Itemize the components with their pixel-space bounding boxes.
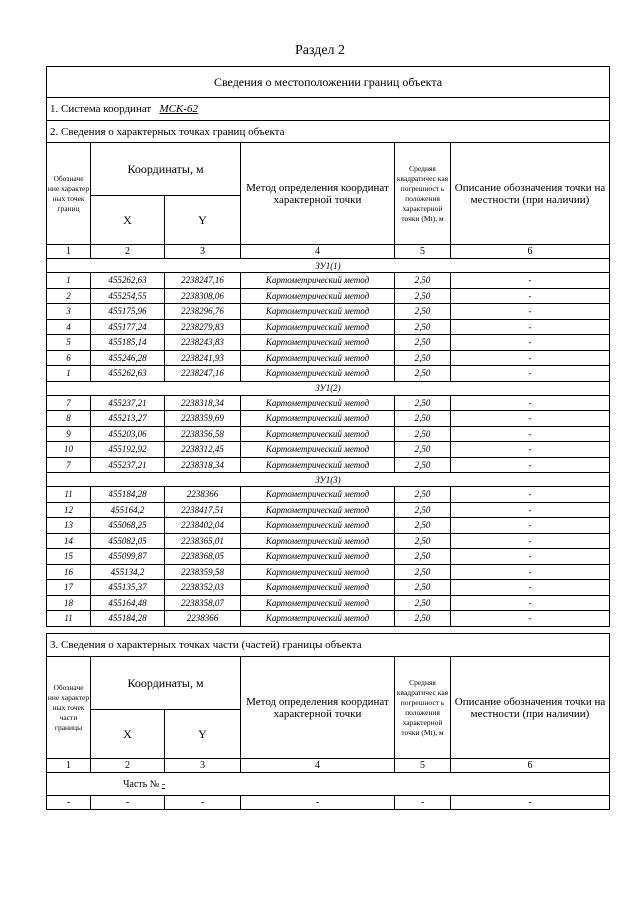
cell-method: Картометрический метод: [241, 502, 395, 518]
cell-description: -: [451, 395, 610, 411]
cell-y: 2238356,58: [165, 426, 241, 442]
cell-description: -: [451, 366, 610, 382]
cell-x: 455237,21: [91, 395, 165, 411]
cell-accuracy: 2,50: [395, 595, 451, 611]
cell-accuracy: 2,50: [395, 304, 451, 320]
cell-method: Картометрический метод: [241, 442, 395, 458]
group-name: ЗУ1(1): [47, 259, 610, 273]
cell-accuracy: 2,50: [395, 273, 451, 289]
cell-y: 2238318,34: [165, 395, 241, 411]
group-header-row: [47, 381, 610, 395]
cell-y: 2238402,04: [165, 518, 241, 534]
col-number: 6: [451, 245, 610, 259]
cell-point: 3: [47, 304, 91, 320]
cell-description: -: [451, 502, 610, 518]
cell-y: 2238352,03: [165, 580, 241, 596]
cell-description: -: [451, 273, 610, 289]
col-number: 3: [165, 759, 241, 773]
table-row: [47, 442, 610, 458]
cell-x: 455192,92: [91, 442, 165, 458]
cell-x: 455184,28: [91, 487, 165, 503]
cell-y: 2238247,16: [165, 366, 241, 382]
cell-method: Картометрический метод: [241, 595, 395, 611]
coord-system-value: МСК-62: [159, 103, 198, 115]
method-header: Метод определения координат характерной точки: [241, 143, 395, 245]
column-number-row: [47, 245, 610, 259]
table-title: Сведения о местоположении границ объекта: [47, 67, 610, 98]
cell-description: -: [451, 288, 610, 304]
table-row: [47, 549, 610, 565]
cell-description: -: [451, 564, 610, 580]
cell-method: Картометрический метод: [241, 533, 395, 549]
cell-x: 455175,96: [91, 304, 165, 320]
group-header-row: [47, 259, 610, 273]
part-number-row: [47, 773, 610, 796]
table-row: [47, 611, 610, 627]
cell-method: Картометрический метод: [241, 335, 395, 351]
cell-y: -: [165, 796, 241, 810]
cell-point: -: [47, 796, 91, 810]
cell-description: -: [451, 426, 610, 442]
x-header: X: [91, 710, 165, 759]
cell-method: Картометрический метод: [241, 580, 395, 596]
cell-x: 455237,21: [91, 457, 165, 473]
coord-system-row: [47, 98, 610, 121]
cell-x: 455164,2: [91, 502, 165, 518]
cell-y: 2238359,58: [165, 564, 241, 580]
cell-method: Картометрический метод: [241, 487, 395, 503]
cell-x: 455254,55: [91, 288, 165, 304]
cell-point: 7: [47, 457, 91, 473]
table-row: [47, 395, 610, 411]
cell-point: 7: [47, 395, 91, 411]
accuracy-header: Средняя квадратичес кая погрешност ь положения характерной точки (Mt), м: [395, 657, 451, 759]
cell-x: 455184,28: [91, 611, 165, 627]
table-row: [47, 411, 610, 427]
table-row: [47, 564, 610, 580]
cell-y: 2238279,83: [165, 319, 241, 335]
cell-method: Картометрический метод: [241, 350, 395, 366]
cell-description: -: [451, 442, 610, 458]
table-row: [47, 350, 610, 366]
cell-y: 2238318,34: [165, 457, 241, 473]
cell-point: 8: [47, 411, 91, 427]
cell-method: Картометрический метод: [241, 411, 395, 427]
table-row: [47, 533, 610, 549]
table-row: [47, 457, 610, 473]
group-name: ЗУ1(3): [47, 473, 610, 487]
cell-y: 2238243,83: [165, 335, 241, 351]
col-number: 1: [47, 759, 91, 773]
table-row: [47, 518, 610, 534]
cell-y: 2238359,69: [165, 411, 241, 427]
cell-y: 2238358,07: [165, 595, 241, 611]
cell-description: -: [451, 533, 610, 549]
description-header: Описание обозначения точки на местности (при наличии): [451, 657, 610, 759]
accuracy-header: Средняя квадратичес кая погрешност ь положения характерной точки (Mt), м: [395, 143, 451, 245]
cell-x: 455164,48: [91, 595, 165, 611]
section2-label: 2. Сведения о характерных точках границ объекта: [47, 121, 610, 143]
cell-x: -: [91, 796, 165, 810]
cell-accuracy: 2,50: [395, 564, 451, 580]
table-row: [47, 273, 610, 289]
cell-x: 455134,2: [91, 564, 165, 580]
cell-method: Картометрический метод: [241, 518, 395, 534]
cell-method: Картометрический метод: [241, 549, 395, 565]
table-row: [47, 335, 610, 351]
table-row: [47, 319, 610, 335]
cell-accuracy: 2,50: [395, 350, 451, 366]
cell-method: Картометрический метод: [241, 288, 395, 304]
col-number: 5: [395, 245, 451, 259]
part-label: Часть №: [123, 778, 160, 790]
table-row: [47, 502, 610, 518]
coordinates-header: Координаты, м: [91, 143, 241, 196]
cell-y: 2238312,45: [165, 442, 241, 458]
cell-point: 1: [47, 273, 91, 289]
cell-x: 455185,14: [91, 335, 165, 351]
y-header: Y: [165, 710, 241, 759]
cell-description: -: [451, 518, 610, 534]
cell-description: -: [451, 595, 610, 611]
cell-method: Картометрический метод: [241, 457, 395, 473]
cell-method: Картометрический метод: [241, 273, 395, 289]
cell-description: -: [451, 457, 610, 473]
cell-point: 18: [47, 595, 91, 611]
cell-y: 2238365,01: [165, 533, 241, 549]
cell-x: 455082,05: [91, 533, 165, 549]
table-row: [47, 288, 610, 304]
cell-point: 15: [47, 549, 91, 565]
col-number: 6: [451, 759, 610, 773]
y-header: Y: [165, 196, 241, 245]
col-number: 2: [91, 759, 165, 773]
cell-point: 1: [47, 366, 91, 382]
col-number: 4: [241, 245, 395, 259]
cell-x: 455135,37: [91, 580, 165, 596]
cell-x: 455262,63: [91, 273, 165, 289]
group-header-row: [47, 473, 610, 487]
table-row: [47, 426, 610, 442]
cell-point: 6: [47, 350, 91, 366]
col-number: 4: [241, 759, 395, 773]
cell-accuracy: 2,50: [395, 611, 451, 627]
cell-y: 2238241,93: [165, 350, 241, 366]
cell-accuracy: 2,50: [395, 457, 451, 473]
point-designation-header: Обозначе ние характер ных точек границ: [47, 143, 91, 245]
description-header: Описание обозначения точки на местности (при наличии): [451, 143, 610, 245]
cell-accuracy: 2,50: [395, 426, 451, 442]
x-header: X: [91, 196, 165, 245]
cell-y: 2238247,16: [165, 273, 241, 289]
cell-method: Картометрический метод: [241, 304, 395, 320]
cell-y: 2238308,06: [165, 288, 241, 304]
group-name: ЗУ1(2): [47, 381, 610, 395]
cell-y: 2238368,05: [165, 549, 241, 565]
cell-description: -: [451, 549, 610, 565]
cell-point: 10: [47, 442, 91, 458]
cell-y: 2238366: [165, 611, 241, 627]
cell-accuracy: 2,50: [395, 549, 451, 565]
section-title: Раздел 2: [294, 43, 346, 58]
cell-x: 455203,06: [91, 426, 165, 442]
cell-accuracy: 2,50: [395, 533, 451, 549]
cell-description: -: [451, 411, 610, 427]
col-number: 1: [47, 245, 91, 259]
cell-accuracy: 2,50: [395, 366, 451, 382]
column-number-row: [47, 759, 610, 773]
cell-description: -: [451, 335, 610, 351]
cell-method: Картометрический метод: [241, 564, 395, 580]
cell-method: Картометрический метод: [241, 426, 395, 442]
cell-accuracy: 2,50: [395, 518, 451, 534]
cell-accuracy: 2,50: [395, 395, 451, 411]
cell-description: -: [451, 487, 610, 503]
cell-description: -: [451, 319, 610, 335]
cell-description: -: [451, 580, 610, 596]
cell-y: 2238417,51: [165, 502, 241, 518]
col-number: 3: [165, 245, 241, 259]
cell-y: 2238296,76: [165, 304, 241, 320]
cell-x: 455262,63: [91, 366, 165, 382]
cell-description: -: [451, 304, 610, 320]
cell-point: 12: [47, 502, 91, 518]
coord-system-label: 1. Система координат: [50, 103, 152, 115]
cell-accuracy: 2,50: [395, 442, 451, 458]
empty-data-row: [47, 796, 610, 810]
cell-accuracy: 2,50: [395, 502, 451, 518]
coordinates-header: Координаты, м: [91, 657, 241, 710]
cell-accuracy: 2,50: [395, 288, 451, 304]
cell-method: -: [241, 796, 395, 810]
cell-method: Картометрический метод: [241, 395, 395, 411]
cell-point: 11: [47, 487, 91, 503]
cell-description: -: [451, 796, 610, 810]
col-number: 5: [395, 759, 451, 773]
cell-point: 11: [47, 611, 91, 627]
cell-accuracy: 2,50: [395, 319, 451, 335]
cell-point: 14: [47, 533, 91, 549]
boundary-points-table: [46, 66, 610, 627]
table-row: [47, 366, 610, 382]
table-row: [47, 580, 610, 596]
part-points-table: [46, 633, 610, 810]
section3-label: 3. Сведения о характерных точках части (частей) границы объекта: [47, 634, 610, 657]
table-row: [47, 304, 610, 320]
cell-x: 455177,24: [91, 319, 165, 335]
cell-x: 455099,87: [91, 549, 165, 565]
col-number: 2: [91, 245, 165, 259]
table-row: [47, 487, 610, 503]
part-value: -: [161, 778, 166, 790]
cell-x: 455068,25: [91, 518, 165, 534]
cell-method: Картометрический метод: [241, 319, 395, 335]
point-designation-header: Обозначе ние характер ных точек части границы: [47, 657, 91, 759]
cell-x: 455246,28: [91, 350, 165, 366]
cell-point: 17: [47, 580, 91, 596]
cell-y: 2238366: [165, 487, 241, 503]
cell-point: 13: [47, 518, 91, 534]
cell-description: -: [451, 611, 610, 627]
cell-method: Картометрический метод: [241, 611, 395, 627]
cell-description: -: [451, 350, 610, 366]
cell-accuracy: 2,50: [395, 335, 451, 351]
cell-point: 2: [47, 288, 91, 304]
cell-accuracy: 2,50: [395, 487, 451, 503]
cell-accuracy: 2,50: [395, 580, 451, 596]
table-row: [47, 595, 610, 611]
cell-point: 5: [47, 335, 91, 351]
cell-x: 455213,27: [91, 411, 165, 427]
cell-point: 9: [47, 426, 91, 442]
cell-accuracy: 2,50: [395, 411, 451, 427]
cell-point: 16: [47, 564, 91, 580]
cell-method: Картометрический метод: [241, 366, 395, 382]
cell-point: 4: [47, 319, 91, 335]
method-header: Метод определения координат характерной точки: [241, 657, 395, 759]
cell-accuracy: -: [395, 796, 451, 810]
